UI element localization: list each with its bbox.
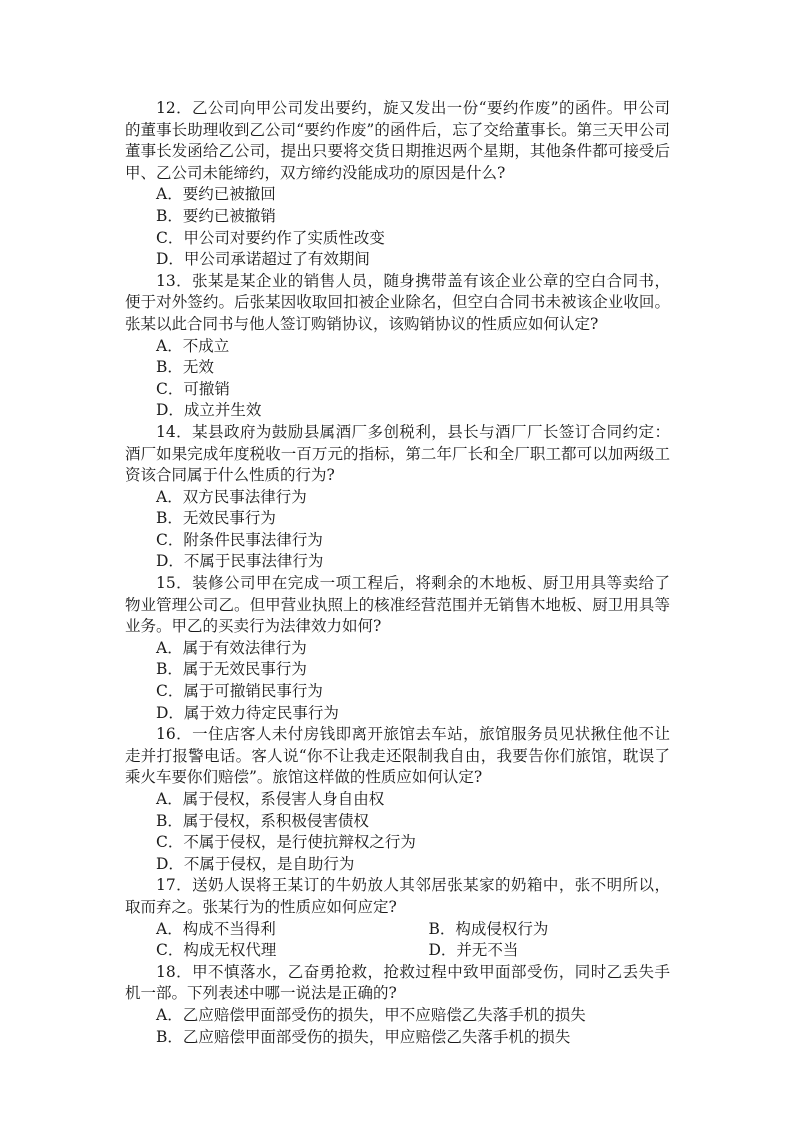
option-14-b: B．无效民事行为 (156, 509, 276, 528)
question-list (125, 98, 670, 1048)
option-13-d: D．成立并生效 (156, 401, 262, 420)
option-row-17-ab (125, 919, 670, 941)
option-16-d: D．不属于侵权，是自助行为 (156, 854, 355, 873)
option-17-d: D．并无不当 (428, 941, 519, 960)
question-stem-18: 18．甲不慎落水，乙奋勇抢救，抢救过程中致甲面部受伤，同时乙丢失手机一部。下列表述中哪一说法是正确的? (125, 962, 670, 1003)
option-16-c: C．不属于侵权，是行使抗辩权之行为 (156, 833, 416, 852)
option-13-a: A．不成立 (156, 336, 230, 355)
option-17-c: C．构成无权代理 (156, 941, 277, 960)
question-stem-16: 16．一住店客人未付房钱即离开旅馆去车站，旅馆服务员见状揪住他不让走并打报警电话。客人说“你不让我走还限制我自由，我要告你们旅馆，耽误了乘火车要你们赔偿”。旅馆这样做的性质应如何认定? (125, 725, 670, 787)
option-14-c: C．附条件民事法律行为 (156, 530, 323, 549)
option-16-b: B．属于侵权，系积极侵害债权 (156, 811, 369, 830)
option-12-a: A．要约已被撤回 (156, 185, 276, 204)
question-stem-13: 13．张某是某企业的销售人员，随身携带盖有该企业公章的空白合同书，便于对外签约。后张某因收取回扣被企业除名，但空白合同书未被该企业收回。张某以此合同书与他人签订购销协议，该购销协议的性质应如何认定? (125, 271, 670, 333)
option-16-a: A．属于侵权，系侵害人身自由权 (156, 790, 385, 808)
option-15-a: A．属于有效法律行为 (156, 638, 307, 657)
option-12-b: B．要约已被撤销 (156, 206, 276, 225)
option-15-b: B．属于无效民事行为 (156, 660, 307, 679)
option-17-a: A．构成不当得利 (156, 919, 276, 938)
option-15-d: D．属于效力待定民事行为 (156, 703, 339, 722)
option-12-d: D．甲公司承诺超过了有效期间 (156, 250, 370, 269)
option-17-b: B．构成侵权行为 (428, 919, 549, 938)
question-stem-14: 14．某县政府为鼓励县属酒厂多创税利，县长与酒厂厂长签订合同约定：酒厂如果完成年度税收一百万元的指标，第二年厂长和全厂职工都可以加两级工资该合同属于什么性质的行为? (125, 422, 670, 485)
question-stem-15: 15．装修公司甲在完成一项工程后，将剩余的木地板、厨卫用具等卖给了物业管理公司乙。但甲营业执照上的核准经营范围并无销售木地板、厨卫用具等业务。甲乙的买卖行为法律效力如何? (125, 574, 670, 636)
option-14-a: A．双方民事法律行为 (156, 487, 307, 506)
option-15-c: C．属于可撤销民事行为 (156, 682, 323, 701)
option-18-b: B．乙应赔偿甲面部受伤的损失，甲应赔偿乙失落手机的损失 (156, 1027, 571, 1046)
option-13-c: C．可撤销 (156, 379, 230, 398)
option-18-a: A．乙应赔偿甲面部受伤的损失，甲不应赔偿乙失落手机的损失 (156, 1005, 586, 1024)
question-stem-17: 17．送奶人误将王某订的牛奶放人其邻居张某家的奶箱中，张不明所以，取而弃之。张某行为的性质应如何应定? (125, 876, 670, 916)
option-row-17-cd (125, 940, 670, 962)
option-13-b: B．无效 (156, 358, 214, 377)
option-12-c: C．甲公司对要约作了实质性改变 (156, 228, 385, 247)
question-stem-12: 12．乙公司向甲公司发出要约，旋又发出一份“要约作废”的函件。甲公司的董事长助理收到乙公司“要约作废”的函件后，忘了交给董事长。第三天甲公司董事长发函给乙公司，提出只要将交货日期推迟两个星期，其他条件都可接受后甲、乙公司未能缔约，双方缔约没能成功的原因是什么? (125, 99, 670, 182)
option-14-d: D．不属于民事法律行为 (156, 552, 324, 571)
